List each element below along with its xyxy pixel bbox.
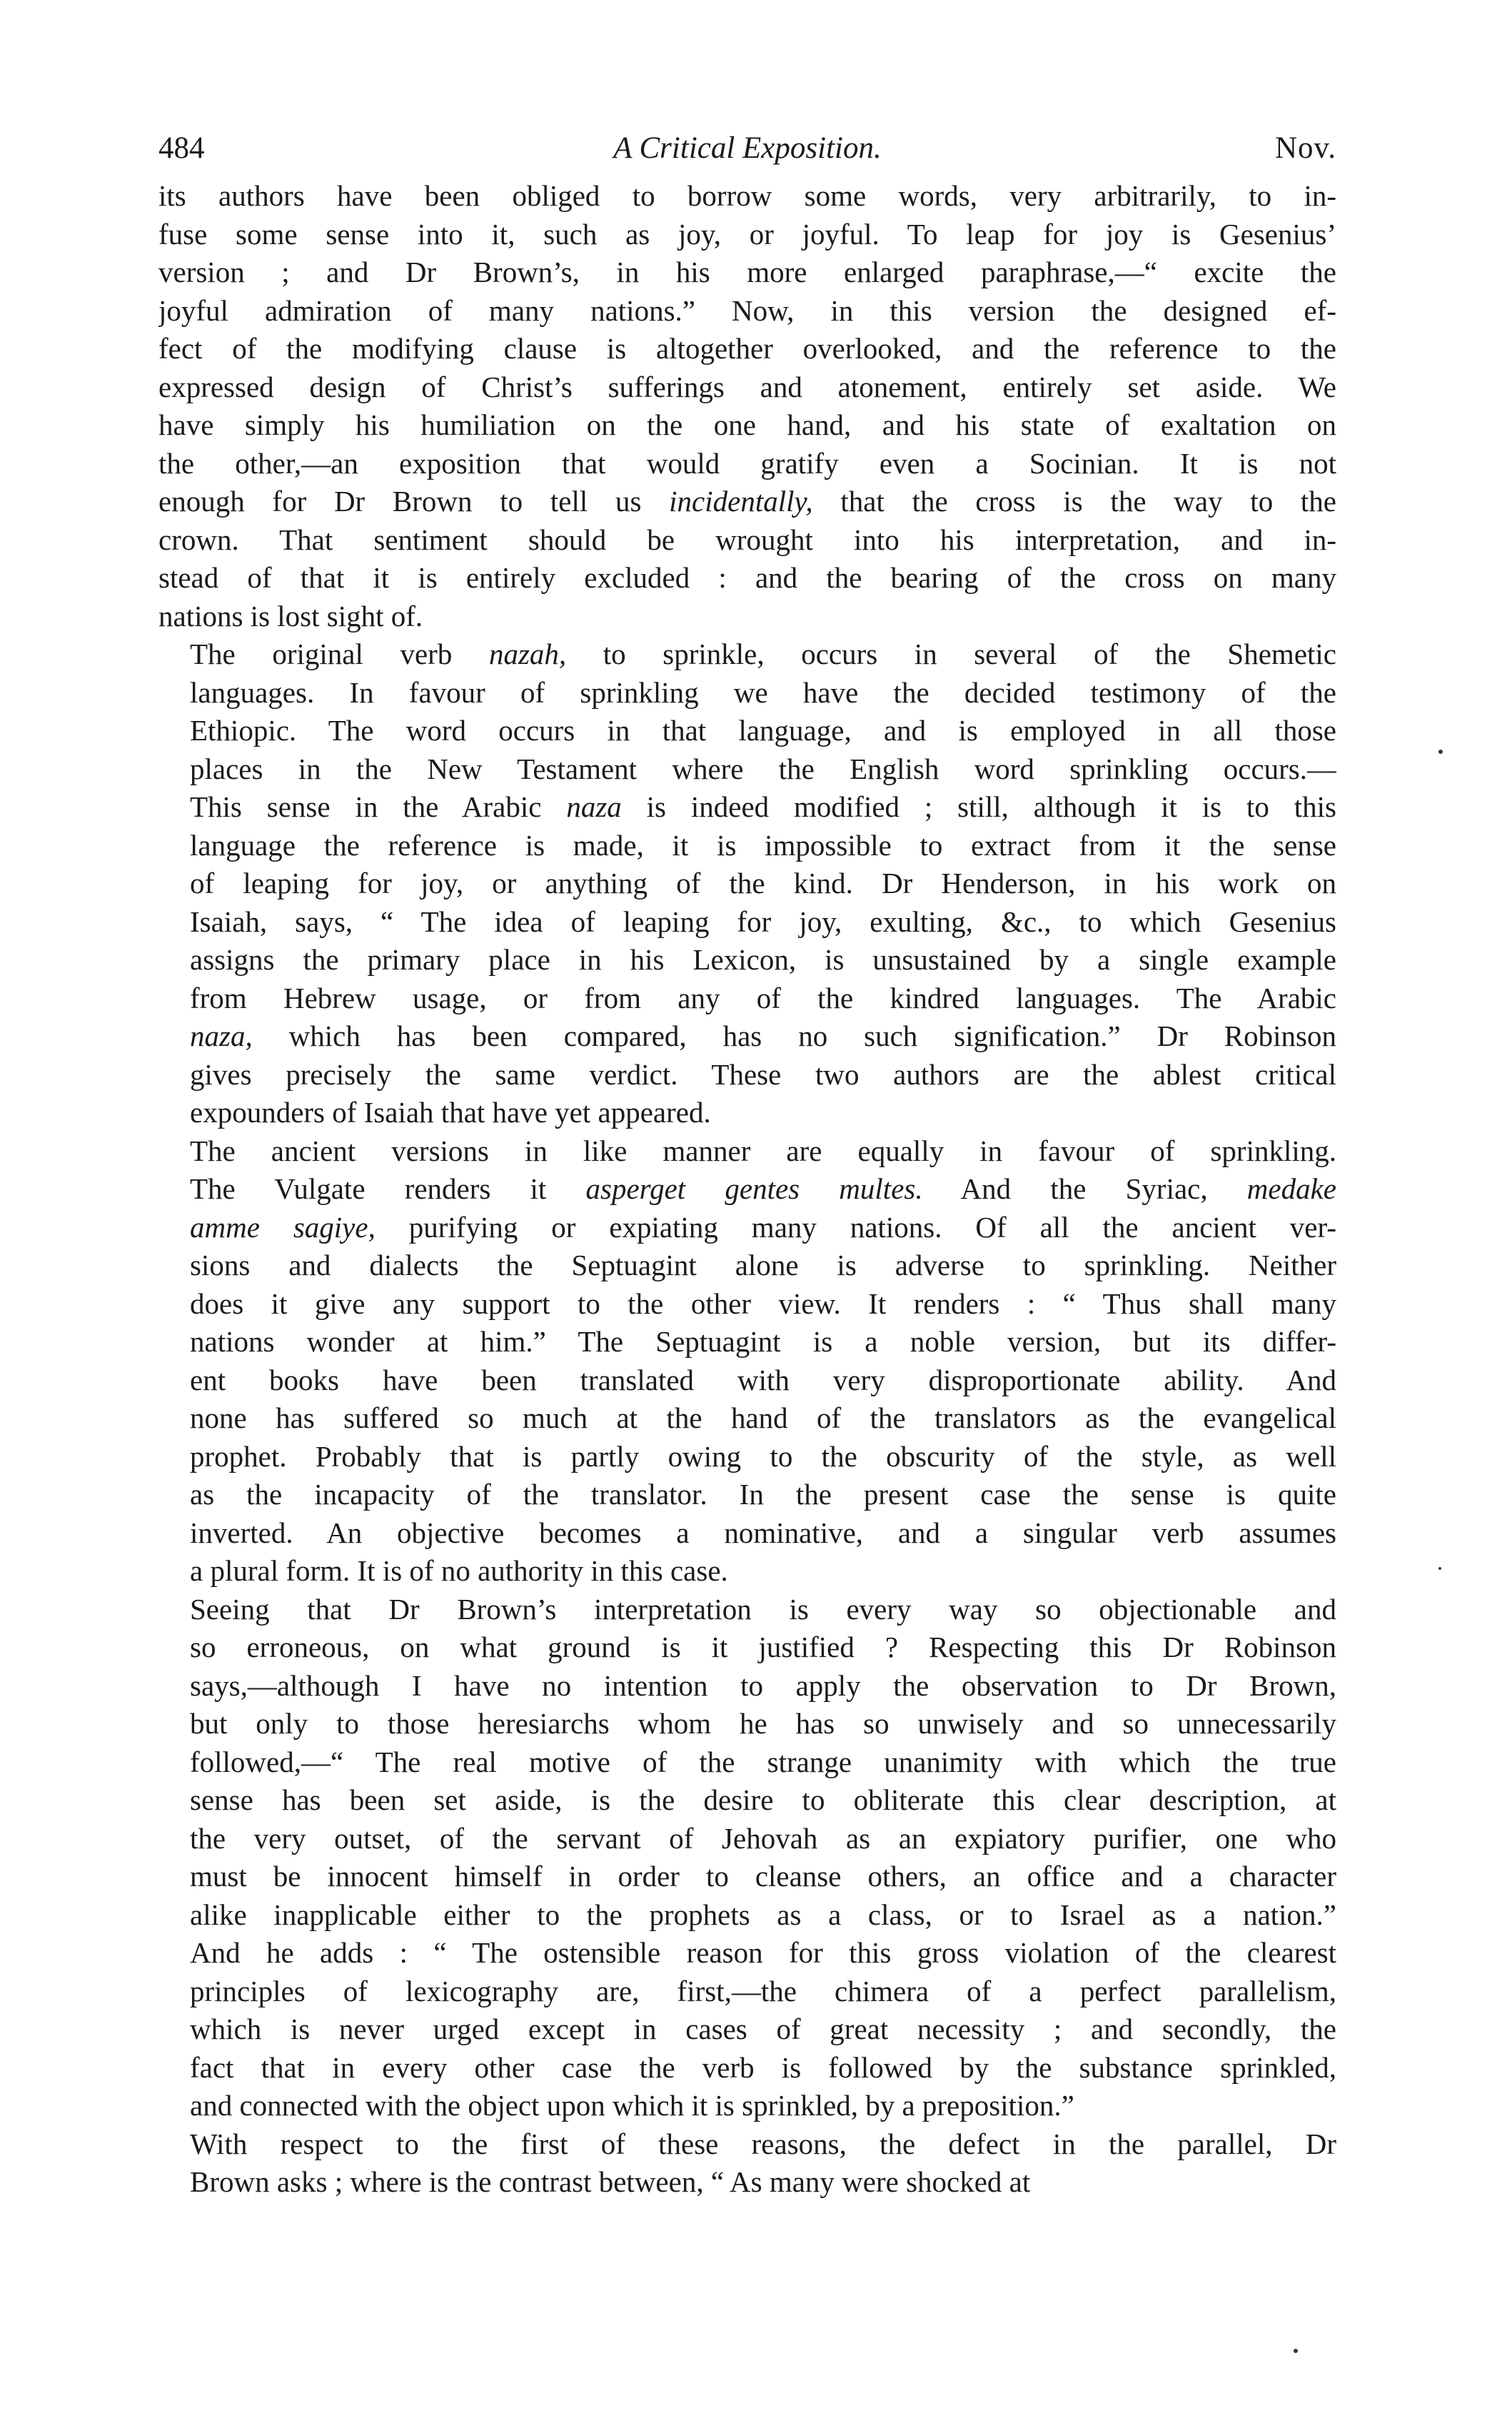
text-line xyxy=(158,941,1336,979)
text-run: which has been compared, has no such signification.” Dr Robinson xyxy=(252,1019,1336,1052)
text-line xyxy=(158,1552,1336,1591)
italic-term: amme sagiye, xyxy=(190,1210,376,1244)
text-run: ent books have been translated with very disproportionate ability. And xyxy=(190,1363,1336,1396)
text-line xyxy=(158,330,1336,368)
text-line xyxy=(158,1438,1336,1476)
text-run: version ; and Dr Brown’s, in his more enlarged paraphrase,—“ excite the xyxy=(158,256,1336,288)
text-run: from Hebrew usage, or from any of the kindred languages. The Arabic xyxy=(190,981,1336,1014)
text-line xyxy=(158,1705,1336,1743)
text-run: nations wonder at him.” The Septuagint is a noble version, but its differ- xyxy=(190,1325,1336,1358)
text-line xyxy=(158,2125,1336,2164)
italic-term: naza xyxy=(566,790,622,823)
text-run: This sense in the Arabic xyxy=(190,790,567,823)
text-run: so erroneous, on what ground is it justified ? Respecting this Dr Robinson xyxy=(190,1631,1336,1663)
text-run: says,—although I have no intention to apply the observation to Dr Brown, xyxy=(190,1668,1336,1702)
text-line xyxy=(158,1934,1336,1973)
text-run: Isaiah, says, “ The idea of leaping for joy, exulting, &c., to which Gesenius xyxy=(190,905,1336,938)
text-run: Seeing that Dr Brown’s interpretation is every way so objectionable and xyxy=(190,1592,1336,1626)
text-run: joyful admiration of many nations.” Now, in this version the designed ef- xyxy=(158,293,1336,327)
paragraph xyxy=(158,2125,1336,2202)
text-line xyxy=(158,903,1336,942)
text-run: expressed design of Christ’s sufferings and atonement, entirely set aside. We xyxy=(158,370,1336,403)
text-line xyxy=(158,1514,1336,1553)
text-line xyxy=(158,712,1336,750)
text-run: sense has been set aside, is the desire to obliterate this clear description, at xyxy=(190,1783,1336,1816)
text-run: fect of the modifying clause is altogether overlooked, and the reference to the xyxy=(158,332,1336,365)
text-line xyxy=(158,483,1336,521)
text-line xyxy=(158,1246,1336,1285)
italic-term: medake xyxy=(1246,1172,1336,1205)
text-run: none has suffered so much at the hand of the translators as the evangelical xyxy=(190,1401,1336,1434)
text-run: the other,—an exposition that would gratify even a Socinian. It is not xyxy=(158,446,1336,480)
print-speck xyxy=(1294,2349,1298,2353)
text-line xyxy=(158,1132,1336,1171)
text-line xyxy=(158,1209,1336,1247)
text-line xyxy=(158,1781,1336,1820)
text-run: With respect to the first of these reasons, the defect in the parallel, Dr xyxy=(190,2127,1336,2160)
text-run: language the reference is made, it is impossible to extract from it the sense xyxy=(190,828,1336,862)
text-line xyxy=(158,177,1336,216)
text-line xyxy=(158,635,1336,674)
text-line xyxy=(158,521,1336,560)
text-run: languages. In favour of sprinkling we have the decided testimony of the xyxy=(190,675,1336,709)
text-run: Brown asks ; where is the contrast between, “ As many were shocked at xyxy=(190,2165,1031,2198)
text-run: gives precisely the same verdict. These two authors are the ablest critical xyxy=(190,1057,1336,1091)
text-run: must be innocent himself in order to cleanse others, an office and a character xyxy=(190,1860,1336,1893)
text-line xyxy=(158,368,1336,407)
text-line xyxy=(158,253,1336,292)
text-line xyxy=(158,1628,1336,1667)
text-run: crown. That sentiment should be wrought into his interpretation, and in- xyxy=(158,523,1336,556)
text-run: of leaping for joy, or anything of the kind. Dr Henderson, in his work on xyxy=(190,867,1336,900)
text-line xyxy=(158,2163,1336,2202)
text-run: nations is lost sight of. xyxy=(158,599,423,633)
paragraph xyxy=(158,1132,1336,1591)
text-line xyxy=(158,1056,1336,1094)
text-line xyxy=(158,750,1336,789)
text-run: stead of that it is entirely excluded : and the bearing of the cross on many xyxy=(158,561,1336,594)
text-line xyxy=(158,1858,1336,1896)
text-run: does it give any support to the other view. It renders : “ Thus shall many xyxy=(190,1286,1336,1320)
text-line xyxy=(158,292,1336,331)
running-month: Nov. xyxy=(1274,131,1336,165)
running-head xyxy=(158,127,1336,170)
print-speck xyxy=(1438,750,1443,754)
text-line xyxy=(158,1743,1336,1782)
italic-term: nazah, xyxy=(488,638,567,670)
text-run: assigns the primary place in his Lexicon, is unsustained by a single example xyxy=(190,943,1336,976)
text-line xyxy=(158,1017,1336,1056)
page-number: 484 xyxy=(158,131,205,165)
text-run: is indeed modified ; still, although it is to this xyxy=(621,790,1336,823)
paragraph xyxy=(158,635,1336,1132)
text-run: prophet. Probably that is partly owing to the obscurity of the style, as well xyxy=(190,1439,1336,1473)
text-run: places in the New Testament where the English word sprinkling occurs.— xyxy=(190,752,1336,785)
text-line xyxy=(158,1361,1336,1400)
text-line xyxy=(158,216,1336,254)
text-run: to sprinkle, occurs in several of the Shemetic xyxy=(566,638,1336,670)
text-line xyxy=(158,445,1336,483)
text-line xyxy=(158,559,1336,598)
text-run: and connected with the object upon which it is sprinkled, by a preposition.” xyxy=(190,2089,1074,2122)
text-run: alike inapplicable either to the prophets as a class, or to Israel as a nation.” xyxy=(190,1898,1336,1931)
text-run: a plural form. It is of no authority in this case. xyxy=(190,1554,728,1587)
text-line xyxy=(158,1896,1336,1935)
text-run: fact that in every other case the verb is followed by the substance sprinkled, xyxy=(190,2050,1336,2084)
text-run: The Vulgate renders it xyxy=(190,1172,586,1205)
text-run: enough for Dr Brown to tell us xyxy=(158,485,670,518)
text-line xyxy=(158,827,1336,865)
text-run: expounders of Isaiah that have yet appeared. xyxy=(190,1096,711,1129)
text-run: which is never urged except in cases of great necessity ; and secondly, the xyxy=(190,2013,1336,2045)
text-line xyxy=(158,598,1336,636)
text-run: The ancient versions in like manner are equally in favour of sprinkling. xyxy=(190,1134,1336,1167)
text-run: And the Syriac, xyxy=(922,1172,1247,1205)
text-run: but only to those heresiarchs whom he has so unwisely and so unnecessarily xyxy=(190,1707,1336,1740)
text-line xyxy=(158,1820,1336,1858)
text-line xyxy=(158,788,1336,827)
text-line xyxy=(158,1973,1336,2011)
text-line xyxy=(158,1476,1336,1514)
text-run: its authors have been obliged to borrow some words, very arbitrarily, to in- xyxy=(158,179,1336,212)
text-run: that the cross is the way to the xyxy=(812,485,1336,518)
text-line xyxy=(158,674,1336,712)
text-run: purifying or expiating many nations. Of all the ancient ver- xyxy=(375,1210,1336,1244)
body-text xyxy=(158,177,1336,2202)
text-line xyxy=(158,865,1336,903)
text-line xyxy=(158,1323,1336,1361)
book-page xyxy=(158,127,1336,2202)
text-line xyxy=(158,979,1336,1018)
text-line xyxy=(158,1285,1336,1324)
text-run: And he adds : “ The ostensible reason for this gross violation of the clearest xyxy=(190,1936,1336,1969)
text-run: followed,—“ The real motive of the strange unanimity with which the true xyxy=(190,1745,1336,1778)
text-line xyxy=(158,1094,1336,1132)
text-run: Ethiopic. The word occurs in that language, and is employed in all those xyxy=(190,714,1336,747)
text-line xyxy=(158,1170,1336,1209)
paragraph xyxy=(158,177,1336,635)
text-line xyxy=(158,406,1336,445)
text-run: inverted. An objective becomes a nominative, and a singular verb assumes xyxy=(190,1516,1336,1549)
italic-term: naza, xyxy=(190,1019,253,1052)
text-run: as the incapacity of the translator. In the present case the sense is quite xyxy=(190,1478,1336,1511)
print-speck xyxy=(1438,1567,1441,1570)
running-title: A Critical Exposition. xyxy=(613,131,882,165)
text-run: principles of lexicography are, first,—the chimera of a perfect parallelism, xyxy=(190,1974,1336,2008)
text-line xyxy=(158,1591,1336,1629)
italic-term: asperget gentes multes. xyxy=(585,1172,923,1205)
text-line xyxy=(158,1399,1336,1438)
text-run: sions and dialects the Septuagint alone is adverse to sprinkling. Neither xyxy=(190,1249,1336,1281)
italic-term: incidentally, xyxy=(669,485,813,518)
text-run: The original verb xyxy=(190,638,489,670)
text-line xyxy=(158,2087,1336,2125)
text-run: the very outset, of the servant of Jehovah as an expiatory purifier, one who xyxy=(190,1821,1336,1855)
text-run: have simply his humiliation on the one hand, and his state of exaltation on xyxy=(158,408,1336,441)
paragraph xyxy=(158,1591,1336,2125)
text-line xyxy=(158,2010,1336,2049)
text-run: fuse some sense into it, such as joy, or joyful. To leap for joy is Gesenius’ xyxy=(158,217,1336,251)
text-line xyxy=(158,2049,1336,2087)
text-line xyxy=(158,1667,1336,1706)
